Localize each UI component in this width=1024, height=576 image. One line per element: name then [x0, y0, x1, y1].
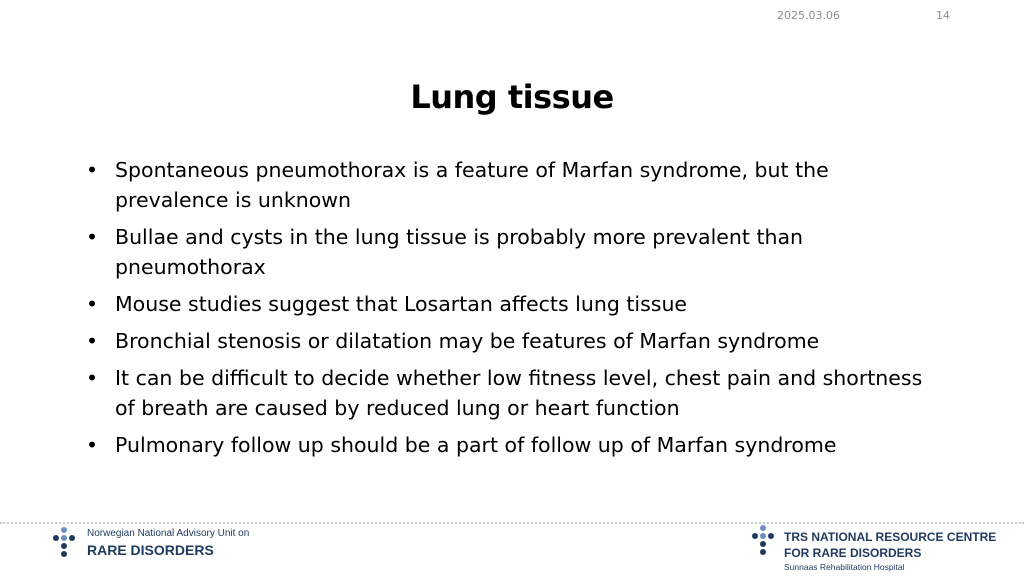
right-logo-line2: FOR RARE DISORDERS	[784, 546, 922, 560]
bullet-item	[86, 326, 946, 356]
trs-logo	[748, 524, 998, 574]
slide-page-number: 14	[936, 9, 950, 22]
right-logo-line3: Sunnaas Rehabilitation Hospital	[784, 562, 905, 572]
rare-disorders-logo	[50, 526, 250, 562]
bullet-text: Bullae and cysts in the lung tissue is probably more prevalent than pneumothorax	[115, 225, 804, 279]
bullet-item	[86, 289, 946, 319]
bullet-dot: •	[86, 433, 99, 457]
left-logo-line2: RARE DISORDERS	[87, 542, 214, 558]
bullet-item	[86, 363, 946, 423]
bullet-item	[86, 155, 946, 215]
bullet-item	[86, 222, 946, 282]
dots-logo-icon	[50, 526, 80, 558]
bullet-text: Bronchial stenosis or dilatation may be features of Marfan syndrome	[115, 329, 820, 353]
right-logo-line1: TRS NATIONAL RESOURCE CENTRE	[784, 530, 997, 544]
dots-logo-icon	[748, 524, 778, 556]
left-logo-line1: Norwegian National Advisory Unit on	[87, 528, 250, 539]
slide-title: Lung tissue	[410, 78, 614, 116]
bullet-item	[86, 430, 946, 460]
bullet-dot: •	[86, 158, 99, 182]
slide-date: 2025.03.06	[777, 9, 840, 22]
bullet-text: Pulmonary follow up should be a part of follow up of Marfan syndrome	[115, 433, 837, 457]
bullet-dot: •	[86, 292, 99, 316]
bullet-text: Spontaneous pneumothorax is a feature of Marfan syndrome, but the prevalence is unknown	[115, 158, 829, 212]
bullet-text: Mouse studies suggest that Losartan affects lung tissue	[115, 292, 688, 316]
bullet-list	[86, 155, 946, 467]
bullet-dot: •	[86, 329, 99, 353]
bullet-dot: •	[86, 225, 99, 249]
bullet-text: It can be difficult to decide whether low fitness level, chest pain and shortness of breath are caused by reduced lung or heart function	[115, 366, 923, 420]
bullet-dot: •	[86, 366, 99, 390]
